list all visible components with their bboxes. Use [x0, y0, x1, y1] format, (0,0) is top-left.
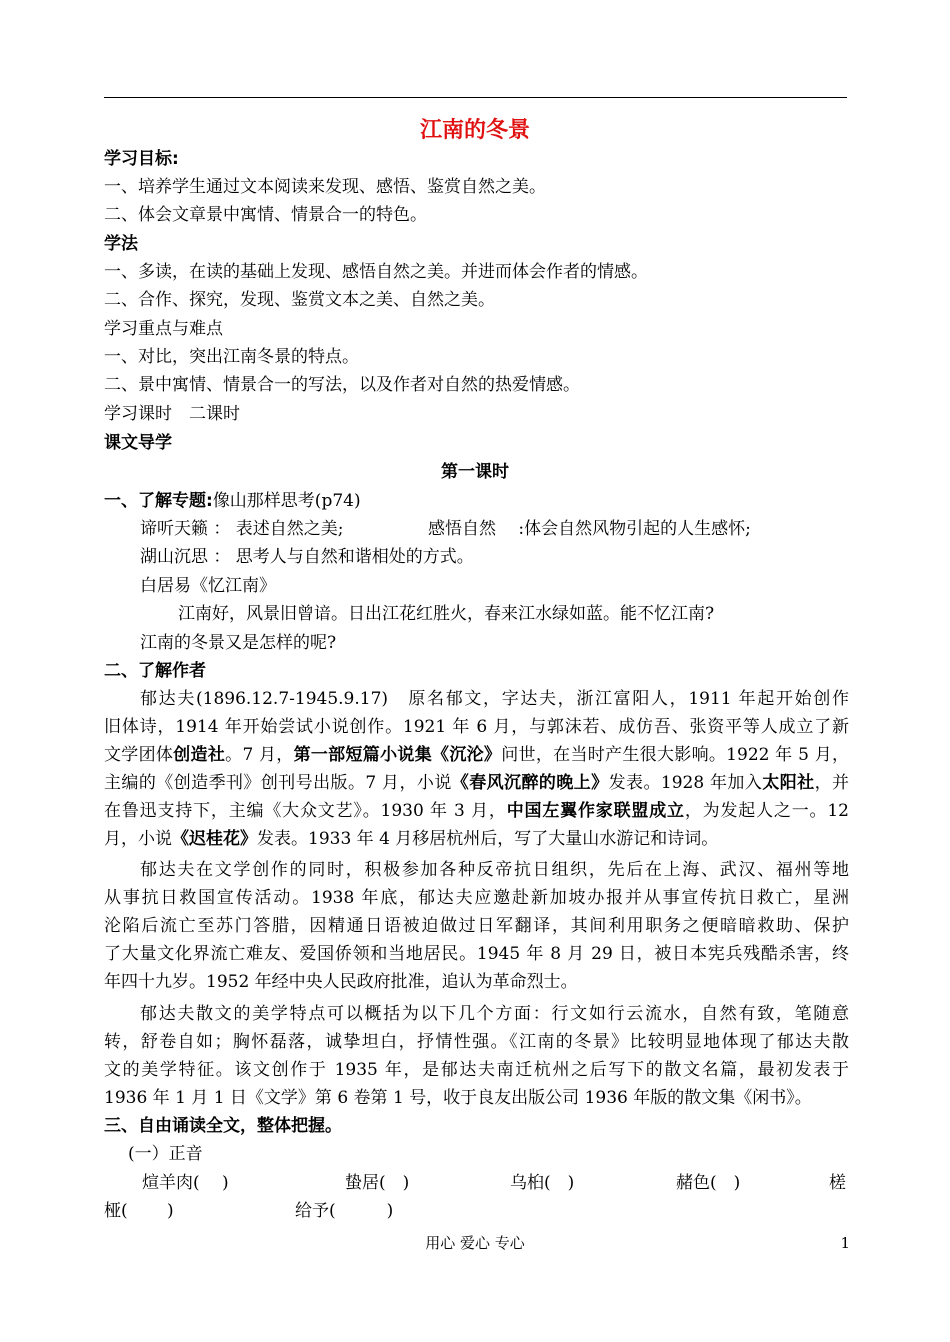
section1-text: 像山那样思考(p74)	[212, 491, 361, 511]
author-p3-line-1: 郁达夫散文的美学特点可以概括为以下几个方面：行文如行云流水，自然有致，笔随意	[140, 1004, 849, 1024]
pronunciation-item: 赭色( )	[676, 1173, 741, 1193]
topic-line-1	[140, 516, 849, 542]
lesson-hours: 学习课时 二课时	[104, 404, 240, 424]
text-span: 。7 月，	[225, 745, 294, 765]
bold-span: 中国左翼作家联盟成立	[506, 801, 685, 821]
lesson-title: 第一课时	[441, 462, 509, 482]
focus-item-1: 一、对比，突出江南冬景的特点。	[104, 347, 359, 367]
focus-item-2: 二、景中寓情、情景合一的写法，以及作者对自然的热爱情感。	[104, 375, 580, 395]
guide-heading: 课文导学	[104, 433, 172, 453]
method-item-2: 二、合作、探究，发现、鉴赏文本之美、自然之美。	[104, 290, 495, 310]
pronunciation-item: 槎	[829, 1173, 846, 1193]
section1-label: 一、了解专题:	[104, 491, 213, 511]
topic-3: 湖山沉思 ： 思考人与自然和谐相处的方式。	[140, 547, 474, 567]
author-p1-line-6	[104, 826, 849, 852]
pronunciation-item: 乌桕( )	[510, 1173, 575, 1193]
header-rule	[104, 97, 847, 98]
page-title: 江南的冬景	[419, 118, 530, 143]
section3-sub: (一）正音	[128, 1144, 203, 1164]
pronunciation-item: 给予( )	[295, 1201, 394, 1221]
author-p1-line-2: 旧体诗，1914 年开始尝试小说创作。1921 年 6 月，与郭沫若、成仿吾、张资平等人成立了新	[104, 717, 849, 737]
author-p2-line-2: 从事抗日救国宣传活动。1938 年底，郁达夫应邀赴新加坡办报并从事宣传抗日救亡，星洲	[104, 888, 849, 908]
author-p3-line-3: 文的美学特征。该文创作于 1935 年，是郁达夫南迁杭州之后写下的散文名篇，最初发表于	[104, 1060, 849, 1080]
bold-span: 第一部短篇小说集《沉沦》	[293, 745, 502, 765]
text-span: 在鲁迅支持下，主编《大众文艺》。1930 年 3 月，	[104, 801, 507, 821]
text-span: ，并	[814, 773, 850, 793]
goal-item-2: 二、体会文章景中寓情、情景合一的特色。	[104, 205, 427, 225]
text-span: 发表。1933 年 4 月移居杭州后，写了大量山水游记和诗词。	[257, 829, 719, 849]
topic-2: 感悟自然 :体会自然风物引起的人生感怀;	[428, 519, 751, 539]
pronunciation-item: 蛰居( )	[345, 1173, 410, 1193]
pronunciation-item: 桠( )	[104, 1201, 174, 1221]
poem-title: 白居易《忆江南》	[140, 576, 276, 596]
text-span: 月，小说	[104, 829, 172, 849]
method-item-1: 一、多读，在读的基础上发现、感悟自然之美。并进而体会作者的情感。	[104, 262, 648, 282]
text-span: 主编的《创造季刊》创刊号出版。7 月，小说	[104, 773, 452, 793]
page-number: 1	[840, 1234, 850, 1252]
goal-item-1: 一、培养学生通过文本阅读来发现、感悟、鉴赏自然之美。	[104, 177, 546, 197]
section1-line	[104, 488, 849, 514]
pronunciation-item: 煊羊肉( )	[142, 1173, 229, 1193]
section3-heading: 三、自由诵读全文，整体把握。	[104, 1116, 342, 1136]
text-span: ，为发起人之一。12	[684, 801, 849, 821]
page-footer: 用心 爱心 专心	[425, 1234, 525, 1252]
goals-heading: 学习目标:	[104, 149, 179, 169]
author-p2-line-5: 年四十九岁。1952 年经中央人民政府批准，追认为革命烈士。	[104, 972, 578, 992]
bold-span: 《迟桂花》	[172, 829, 257, 849]
author-p1-line-3	[104, 742, 849, 768]
text-span: 发表。1928 年加入	[608, 773, 763, 793]
poem-text: 江南好，风景旧曾谙。日出江花红胜火，春来江水绿如蓝。能不忆江南?	[178, 604, 715, 624]
method-heading: 学法	[104, 234, 138, 254]
bold-span: 创造社	[173, 745, 226, 765]
bold-span: 《春风沉醉的晚上》	[451, 773, 609, 793]
text-span: 文学团体	[104, 745, 174, 765]
author-p2-line-3: 沦陷后流亡至苏门答腊，因精通日语被迫做过日军翻译，其间利用职务之便暗暗救助、保护	[104, 916, 849, 936]
author-p1-line-4	[104, 770, 849, 796]
focus-heading: 学习重点与难点	[104, 319, 223, 339]
author-p3-line-2: 转，舒卷自如；胸怀磊落，诚挚坦白，抒情性强。《江南的冬景》比较明显地体现了郁达夫散	[104, 1032, 849, 1052]
author-p1-line-1: 郁达夫(1896.12.7-1945.9.17) 原名郁文，字达夫，浙江富阳人，1911 年起开始创作	[140, 689, 849, 709]
text-span: 问世，在当时产生很大影响。1922 年 5 月，	[501, 745, 849, 765]
section1-question: 江南的冬景又是怎样的呢?	[140, 633, 337, 653]
section2-heading: 二、了解作者	[104, 661, 206, 681]
topic-1: 谛听天籁 ： 表述自然之美;	[140, 519, 344, 539]
bold-span: 太阳社	[762, 773, 815, 793]
author-p3-line-4: 1936 年 1 月 1 日《文学》第 6 卷第 1 号，收于良友出版公司 1936 年版的散文集《闲书》。	[104, 1088, 812, 1108]
author-p2-line-4: 了大量文化界流亡难友、爱国侨领和当地居民。1945 年 8 月 29 日，被日本宪兵残酷杀害，终	[104, 944, 849, 964]
author-p1-line-5	[104, 798, 849, 824]
author-p2-line-1: 郁达夫在文学创作的同时，积极参加各种反帝抗日组织，先后在上海、武汉、福州等地	[140, 860, 849, 880]
